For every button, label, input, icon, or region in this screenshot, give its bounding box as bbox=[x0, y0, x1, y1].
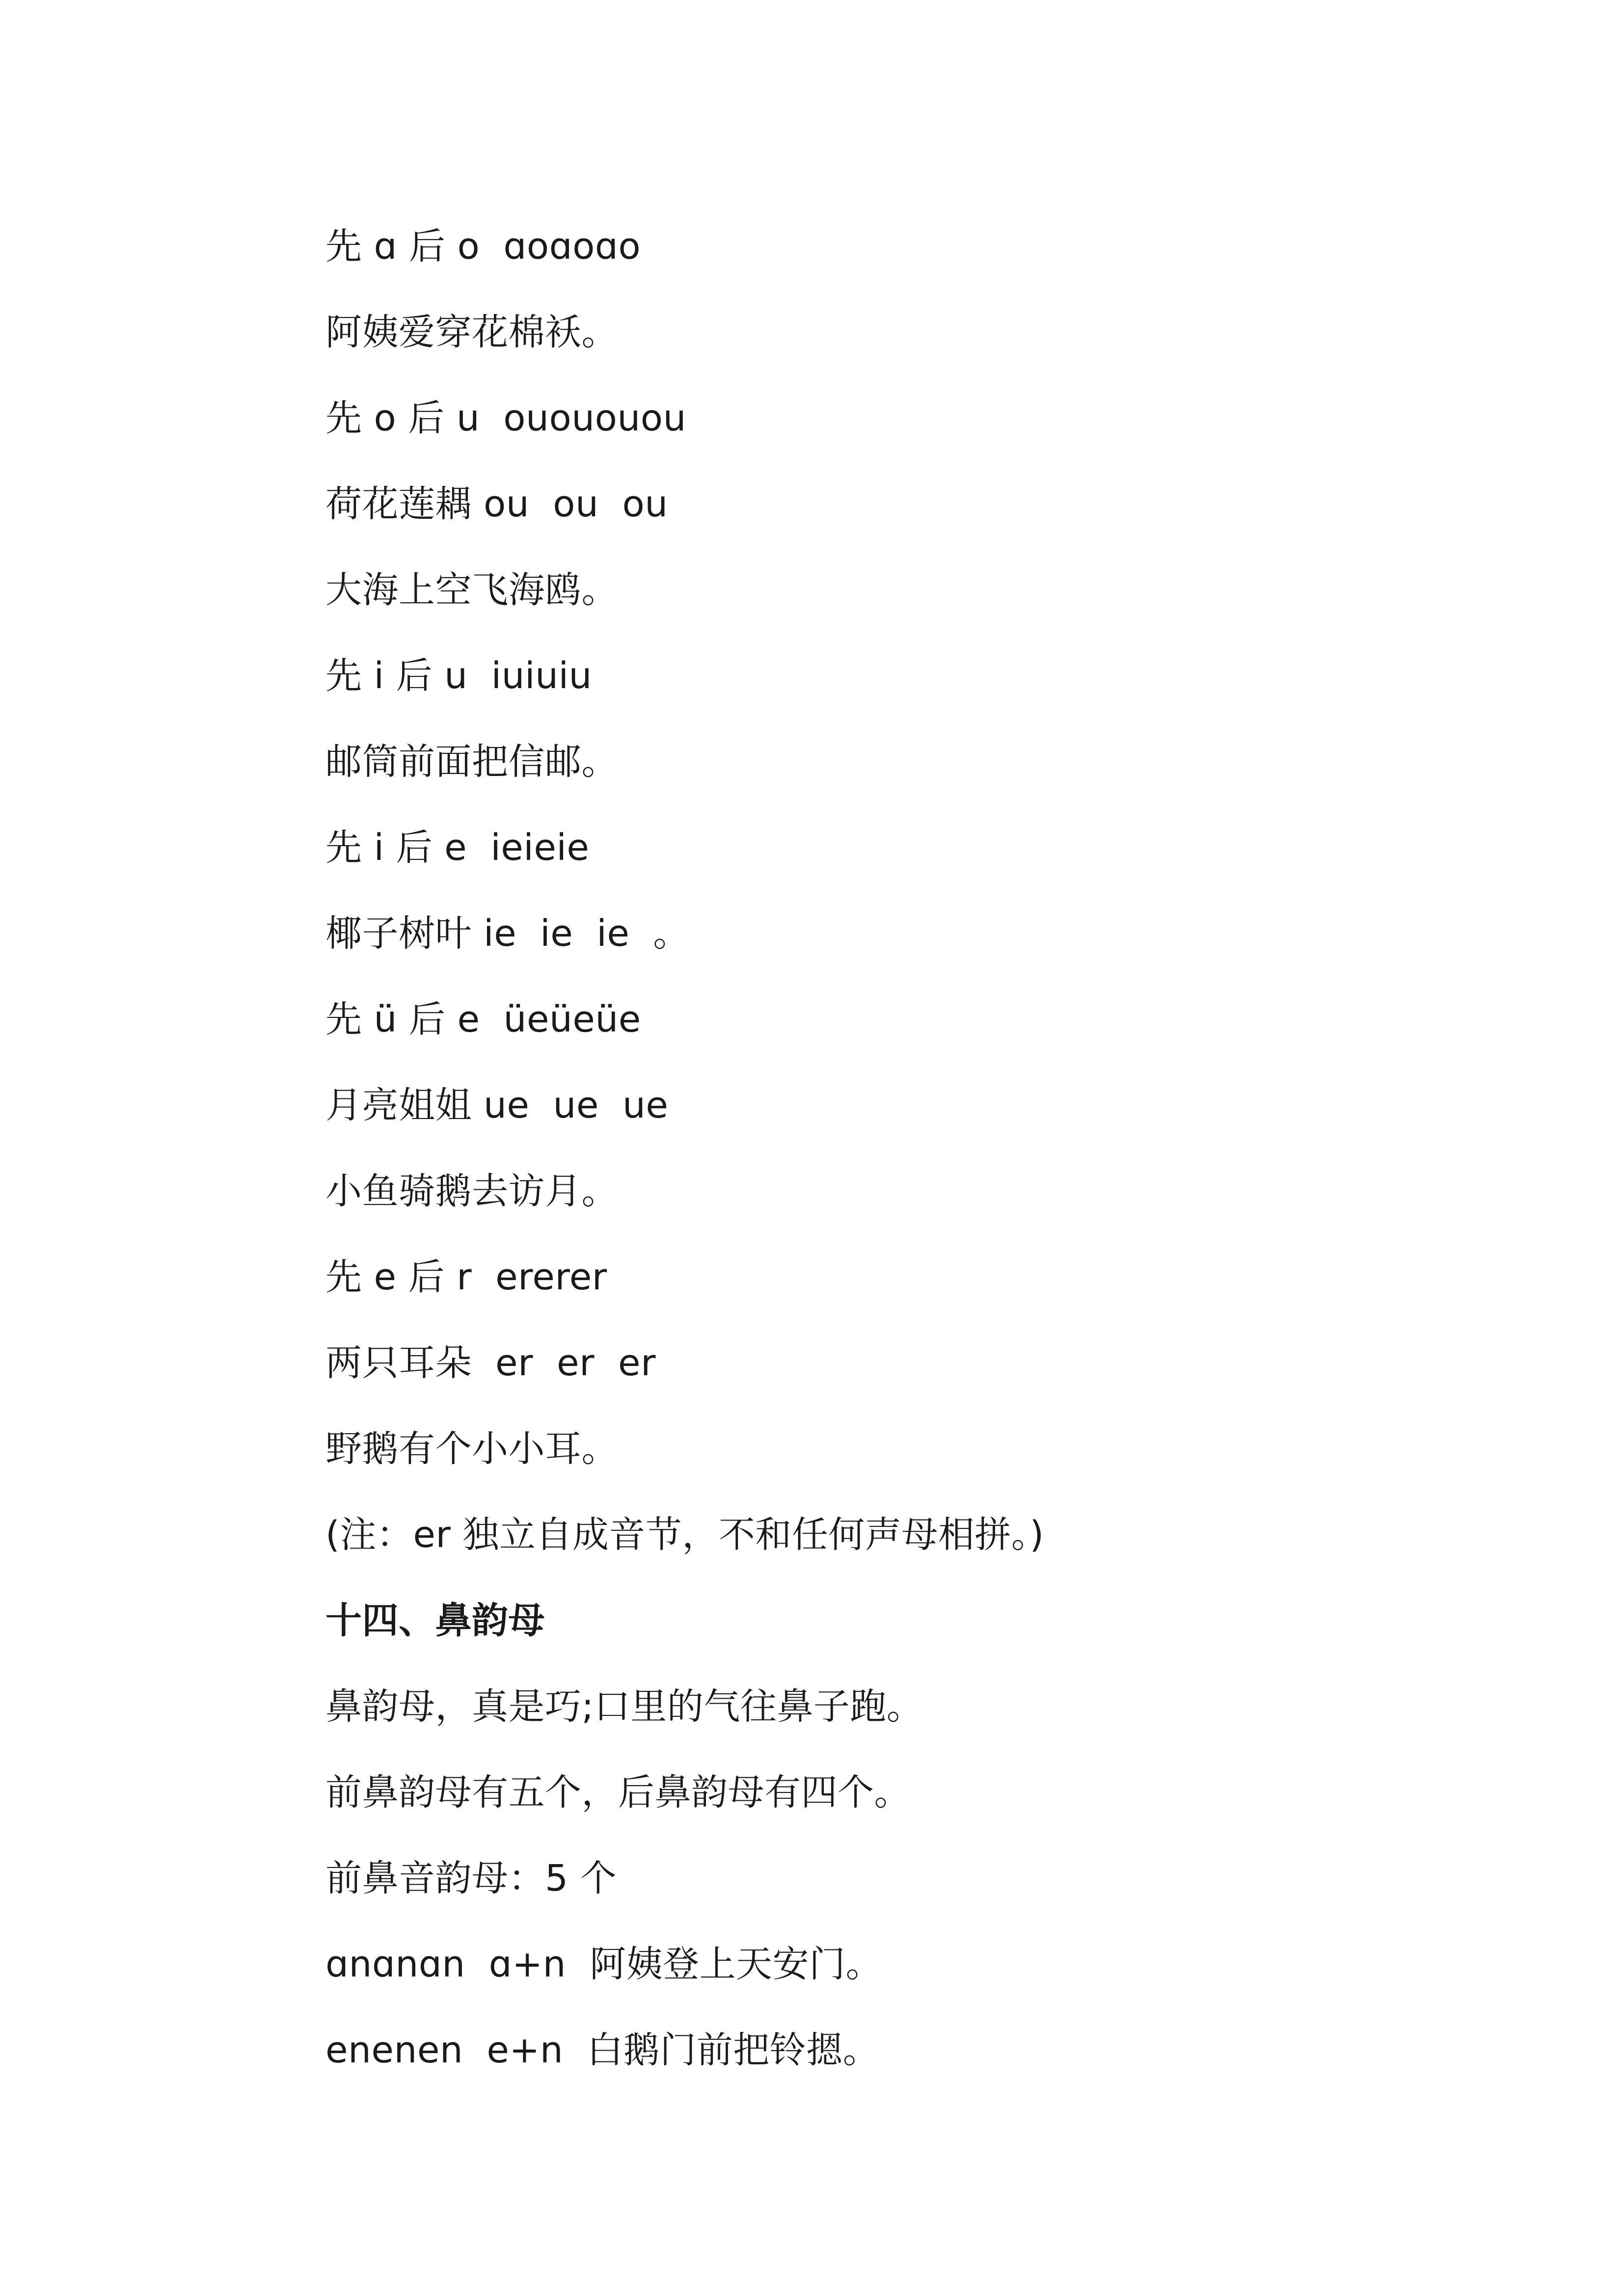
text-line: 前鼻音韵母：5 个 bbox=[325, 1857, 617, 1899]
section-heading: 十四、鼻韵母 bbox=[325, 1600, 545, 1642]
text-line: 大海上空飞海鸥。 bbox=[325, 569, 618, 611]
note-line: (注：er 独立自成音节，不和任何声母相拼。) bbox=[325, 1514, 1044, 1556]
text-line: 先 o 后 u ouououou bbox=[325, 397, 686, 439]
text-line: 小鱼骑鹅去访月。 bbox=[325, 1170, 618, 1212]
document-body bbox=[325, 204, 1553, 2093]
text-line: 荷花莲耦 ou ou ou bbox=[325, 483, 668, 525]
text-line: 野鹅有个小小耳。 bbox=[325, 1428, 618, 1470]
text-line: 鼻韵母，真是巧;口里的气往鼻子跑。 bbox=[325, 1685, 923, 1728]
text-line: ɑnɑnɑn ɑ+n 阿姨登上天安门。 bbox=[325, 1943, 883, 1985]
text-line: 先 ü 后 e üeüeüe bbox=[325, 998, 641, 1041]
text-line: 先 i 后 e ieieie bbox=[325, 827, 590, 869]
text-line: 两只耳朵 er er er bbox=[325, 1342, 656, 1384]
text-line: 椰子树叶 ie ie ie 。 bbox=[325, 912, 690, 955]
text-line: 邮筒前面把信邮。 bbox=[325, 741, 618, 783]
text-line: enenen e+n 白鹅门前把铃摁。 bbox=[325, 2029, 880, 2071]
text-line: 先 e 后 r ererer bbox=[325, 1256, 607, 1298]
text-line: 前鼻韵母有五个，后鼻韵母有四个。 bbox=[325, 1771, 911, 1814]
text-line: 先 ɑ 后 o ɑoɑoɑo bbox=[325, 225, 641, 267]
text-line: 先 i 后 u iuiuiu bbox=[325, 655, 592, 697]
text-line: 月亮姐姐 ue ue ue bbox=[325, 1084, 669, 1126]
text-line: 阿姨爱穿花棉袄。 bbox=[325, 311, 618, 353]
